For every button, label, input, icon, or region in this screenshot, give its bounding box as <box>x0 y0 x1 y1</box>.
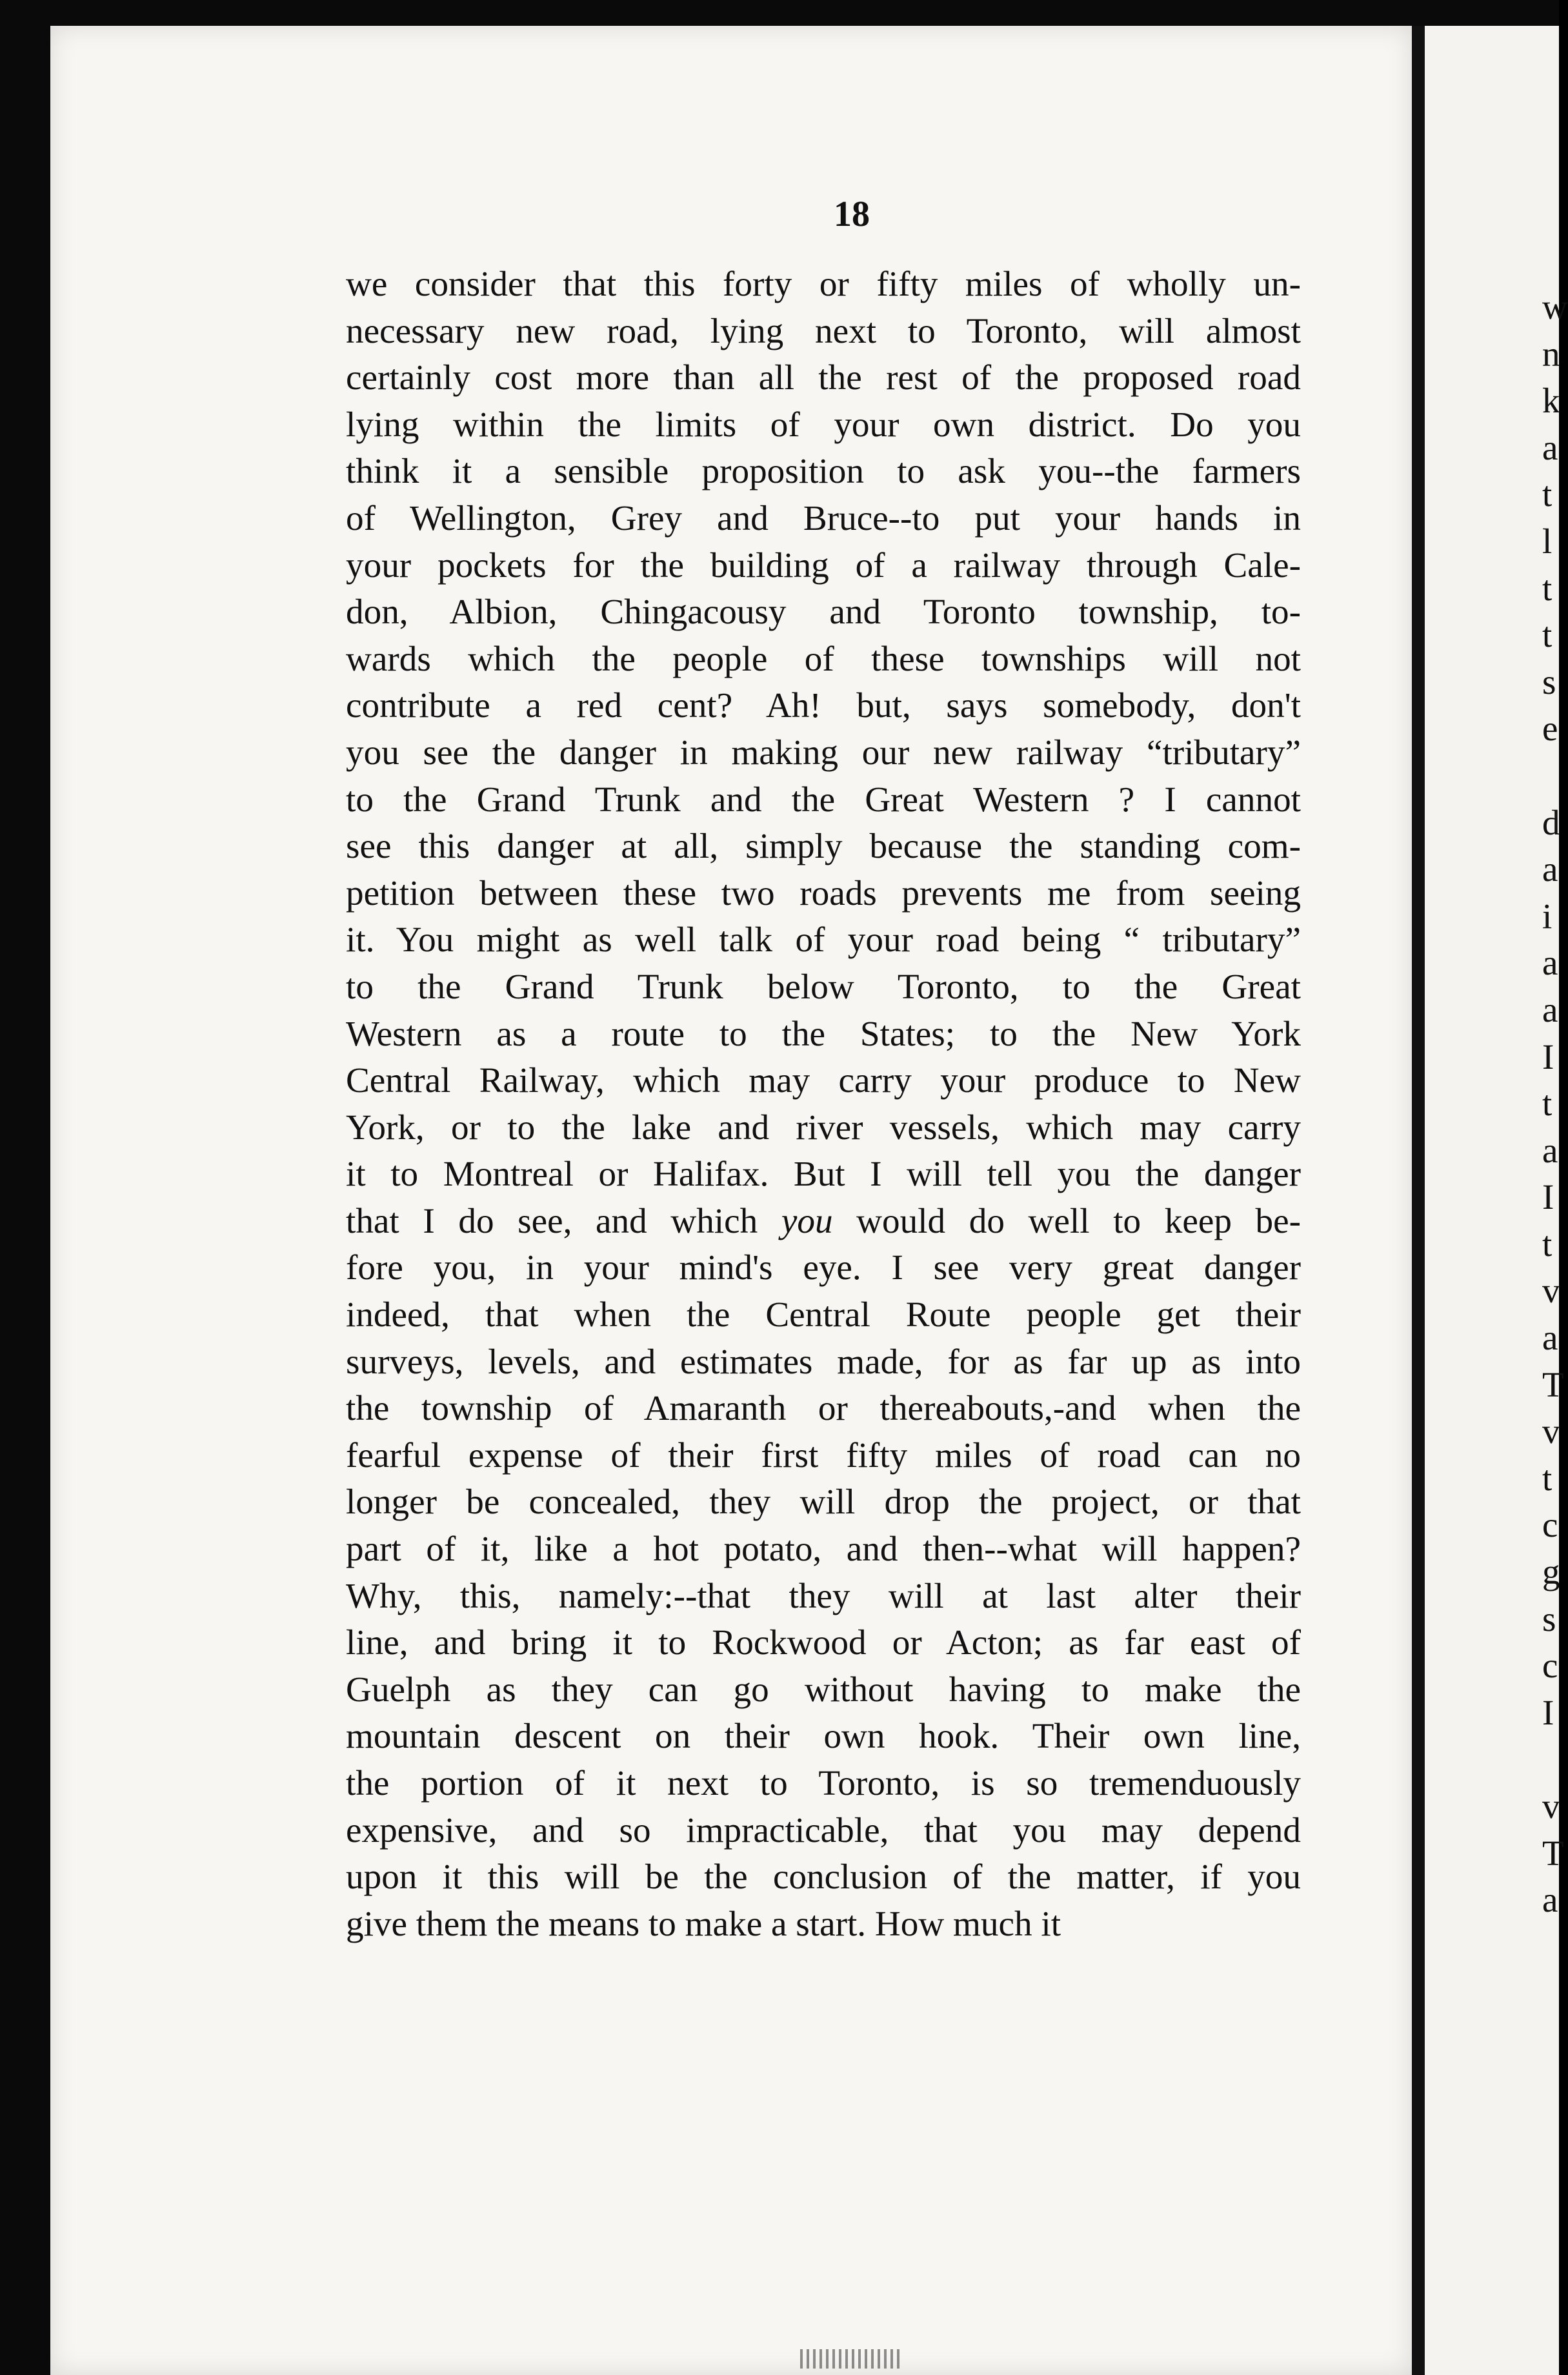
facing-page-fragment: s <box>1542 1599 1556 1639</box>
facing-page-fragment: a <box>1542 427 1558 467</box>
facing-page-fragment: t <box>1542 474 1553 514</box>
text-line: your pockets for the building of a railway through Cale- <box>346 545 1301 585</box>
facing-page-fragment <box>1542 1736 1568 1783</box>
body-text <box>346 261 1301 1947</box>
facing-page-fragment: d <box>1542 802 1560 842</box>
facing-page-fragment: I <box>1542 1692 1554 1732</box>
text-line: certainly cost more than all the rest of the proposed road <box>346 358 1301 398</box>
facing-page-fragment: g <box>1542 1552 1560 1592</box>
facing-page-fragments <box>1542 284 1568 1924</box>
text-line: wards which the people of these townships will not <box>346 638 1301 678</box>
facing-page-fragment: l <box>1542 521 1553 561</box>
text-line: it. You might as well talk of your road being “ tributary” <box>346 920 1301 960</box>
text-line: the township of Amaranth or thereabouts,-and when the <box>346 1388 1301 1428</box>
text-line: fearful expense of their first fifty miles of road can no <box>346 1435 1301 1475</box>
text-line: petition between these two roads prevents me from seeing <box>346 873 1301 913</box>
facing-page-fragment: a <box>1542 943 1558 983</box>
text-line: York, or to the lake and river vessels, which may carry <box>346 1107 1301 1147</box>
text-segment: that I do see, and which <box>346 1200 781 1240</box>
text-line: surveys, levels, and estimates made, for as far up as into <box>346 1341 1301 1381</box>
text-segment: would do well to keep be- <box>832 1200 1301 1240</box>
facing-page-fragment: a <box>1542 1318 1558 1358</box>
facing-page-fragment: t <box>1542 1458 1553 1498</box>
facing-page-fragment: v <box>1542 1411 1560 1451</box>
text-line-with-italic <box>346 1198 1301 1245</box>
text-line: the portion of it next to Toronto, is so tremenduously <box>346 1763 1301 1803</box>
facing-page-fragment: a <box>1542 849 1558 889</box>
facing-page-fragment: t <box>1542 568 1553 608</box>
facing-page-fragment: k <box>1542 381 1560 421</box>
facing-page-fragment: w <box>1542 287 1568 327</box>
facing-page-fragment: i <box>1542 896 1553 936</box>
text-line: to the Grand Trunk below Toronto, to the Great <box>346 966 1301 1006</box>
facing-page-fragment: a <box>1542 1130 1558 1170</box>
right-page-edge <box>1425 26 1559 2375</box>
text-line: don, Albion, Chingacousy and Toronto township, to- <box>346 592 1301 632</box>
page-gutter <box>1412 26 1425 2375</box>
text-line: see this danger at all, simply because the standing com- <box>346 826 1301 866</box>
text-line: Western as a route to the States; to the New York <box>346 1013 1301 1053</box>
italic-emphasis: you <box>781 1200 833 1240</box>
text-line: indeed, that when the Central Route people get their <box>346 1295 1301 1335</box>
text-line: contribute a red cent? Ah! but, says somebody, don't <box>346 685 1301 725</box>
facing-page-fragment <box>1542 753 1568 800</box>
facing-page-fragment: I <box>1542 1036 1554 1076</box>
facing-page-fragment: t <box>1542 1084 1553 1124</box>
text-line: think it a sensible proposition to ask you--the farmers <box>346 451 1301 491</box>
text-line: longer be concealed, they will drop the project, or that <box>346 1482 1301 1522</box>
facing-page-fragment: t <box>1542 615 1553 655</box>
text-line: expensive, and so impracticable, that you may depend <box>346 1810 1301 1850</box>
text-line: mountain descent on their own hook. Their own line, <box>346 1716 1301 1756</box>
text-line: to the Grand Trunk and the Great Western ? I cannot <box>346 779 1301 819</box>
text-line: upon it this will be the conclusion of the matter, if you <box>346 1857 1301 1897</box>
text-line: it to Montreal or Halifax. But I will tell you the danger <box>346 1154 1301 1194</box>
facing-page-fragment: v <box>1542 1271 1560 1311</box>
text-line: Central Railway, which may carry your produce to New <box>346 1060 1301 1100</box>
text-line: we consider that this forty or fifty miles of wholly un- <box>346 264 1301 303</box>
facing-page-fragment: v <box>1542 1786 1560 1826</box>
facing-page-fragment: n <box>1542 334 1560 374</box>
facing-page-fragment: I <box>1542 1177 1554 1217</box>
facing-page-fragment: s <box>1542 662 1556 702</box>
facing-page-fragment: c <box>1542 1646 1558 1686</box>
facing-page-fragment: T <box>1542 1833 1564 1873</box>
text-line: of Wellington, Grey and Bruce--to put your hands in <box>346 498 1301 538</box>
text-line: you see the danger in making our new railway “tributary” <box>346 732 1301 772</box>
text-line: part of it, like a hot potato, and then--what will happen? <box>346 1529 1301 1569</box>
text-line: lying within the limits of your own district. Do you <box>346 404 1301 444</box>
scan-artifact <box>800 2349 903 2369</box>
text-line: fore you, in your mind's eye. I see very great danger <box>346 1248 1301 1288</box>
text-line: give them the means to make a start. How much it <box>346 1903 1061 1943</box>
facing-page-fragment: c <box>1542 1505 1558 1545</box>
facing-page-fragment: T <box>1542 1364 1564 1404</box>
facing-page-fragment: a <box>1542 989 1558 1029</box>
facing-page-fragment: e <box>1542 709 1558 749</box>
facing-page-fragment: t <box>1542 1224 1553 1264</box>
text-line: line, and bring it to Rockwood or Acton; as far east of <box>346 1622 1301 1662</box>
text-line: Why, this, namely:--that they will at last alter their <box>346 1575 1301 1615</box>
page-number: 18 <box>834 194 870 234</box>
facing-page-fragment: a <box>1542 1880 1558 1920</box>
text-line: Guelph as they can go without having to make the <box>346 1669 1301 1709</box>
text-line: necessary new road, lying next to Toronto, will almost <box>346 310 1301 350</box>
